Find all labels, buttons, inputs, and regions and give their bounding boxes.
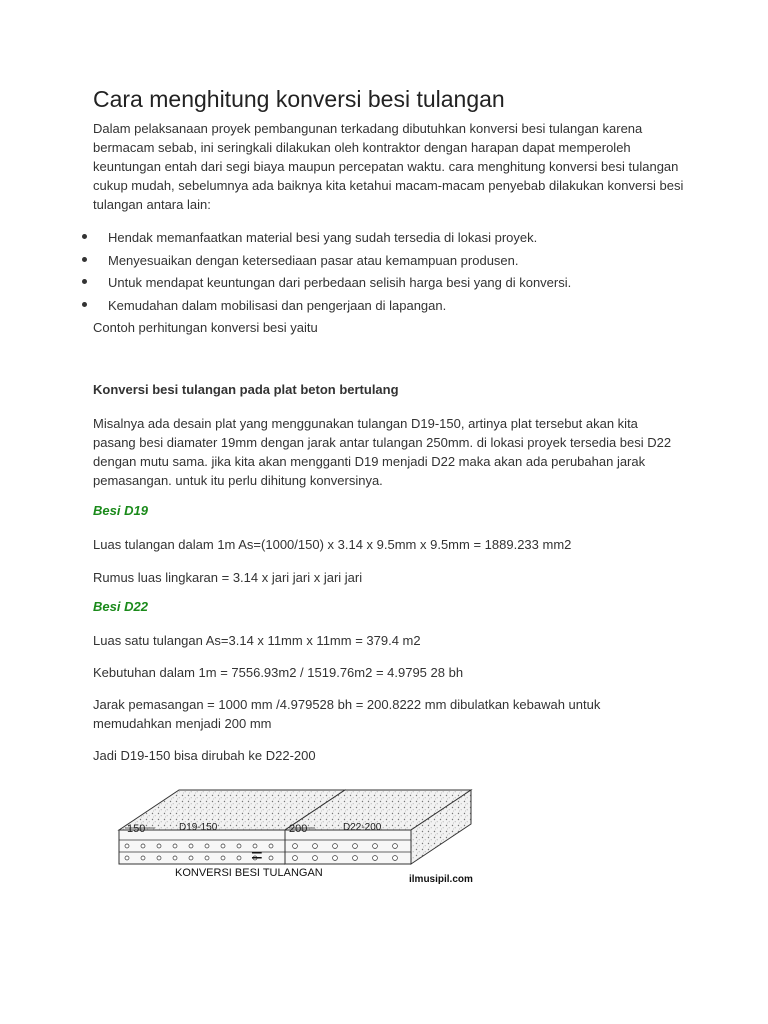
section-paragraph: Misalnya ada desain plat yang menggunakan tulangan D19-150, artinya plat tersebut akan kita pasang besi diamater 19mm dengan jarak antar tulangan 250mm. di lokasi proyek tersedia besi D22 dengan mutu sama. jika kita akan mengganti D19 menjadi D22 maka akan ada perubahan jarak pemasangan. untuk itu perlu dihitung konversinya. xyxy=(93,416,672,488)
d19-line-1: Luas tulangan dalam 1m As=(1000/150) x 3.14 x 9.5mm x 9.5mm = 1889.233 mm2 xyxy=(93,537,572,552)
left-spacing-label: 150 xyxy=(127,823,146,835)
d22-line-1: Luas satu tulangan As=3.14 x 11mm x 11mm = 379.4 m2 xyxy=(93,633,421,648)
bullet-icon xyxy=(82,302,87,307)
bullet-icon xyxy=(82,279,87,284)
right-slab-label: D22-200 xyxy=(343,822,382,833)
d22-line-3: Jarak pemasangan = 1000 mm /4.979528 bh = 200.8222 mm dibulatkan kebawah untuk memudahkan menjadi 200 mm xyxy=(93,697,601,731)
left-slab-label: D19-150 xyxy=(179,822,218,833)
d19-heading: Besi D19 xyxy=(93,503,148,518)
equals-sign: = xyxy=(251,845,263,867)
conversion-figure xyxy=(115,782,485,892)
right-spacing-label: 200 xyxy=(289,823,308,835)
section-heading: Konversi besi tulangan pada plat beton bertulang xyxy=(93,382,399,397)
bullet-icon xyxy=(82,257,87,262)
example-intro: Contoh perhitungan konversi besi yaitu xyxy=(93,320,318,335)
slab-illustration xyxy=(115,782,485,892)
d22-heading: Besi D22 xyxy=(93,599,148,614)
watermark: ilmusipil.com xyxy=(409,874,473,885)
intro-paragraph: Dalam pelaksanaan proyek pembangunan terkadang dibutuhkan konversi besi tulangan karena bermacam sebab, ini seringkali dilakukan oleh kontraktor dengan harapan dapat memperoleh keuntungan entah dari segi biaya maupun percepatan waktu. cara menghitung konversi besi tulangan cukup mudah, sebelumnya ada baiknya kita ketahui macam-macam penyebab dilakukan konversi besi tulangan antara lain: xyxy=(93,121,684,212)
figure-caption: KONVERSI BESI TULANGAN xyxy=(175,867,323,879)
page-title: Cara menghitung konversi besi tulangan xyxy=(93,86,505,112)
d19-line-2: Rumus luas lingkaran = 3.14 x jari jari x jari jari xyxy=(93,570,363,585)
bullet-icon xyxy=(82,234,87,239)
d22-line-2: Kebutuhan dalam 1m = 7556.93m2 / 1519.76m2 = 4.9795 28 bh xyxy=(93,665,464,680)
d22-conclusion: Jadi D19-150 bisa dirubah ke D22-200 xyxy=(93,748,316,763)
